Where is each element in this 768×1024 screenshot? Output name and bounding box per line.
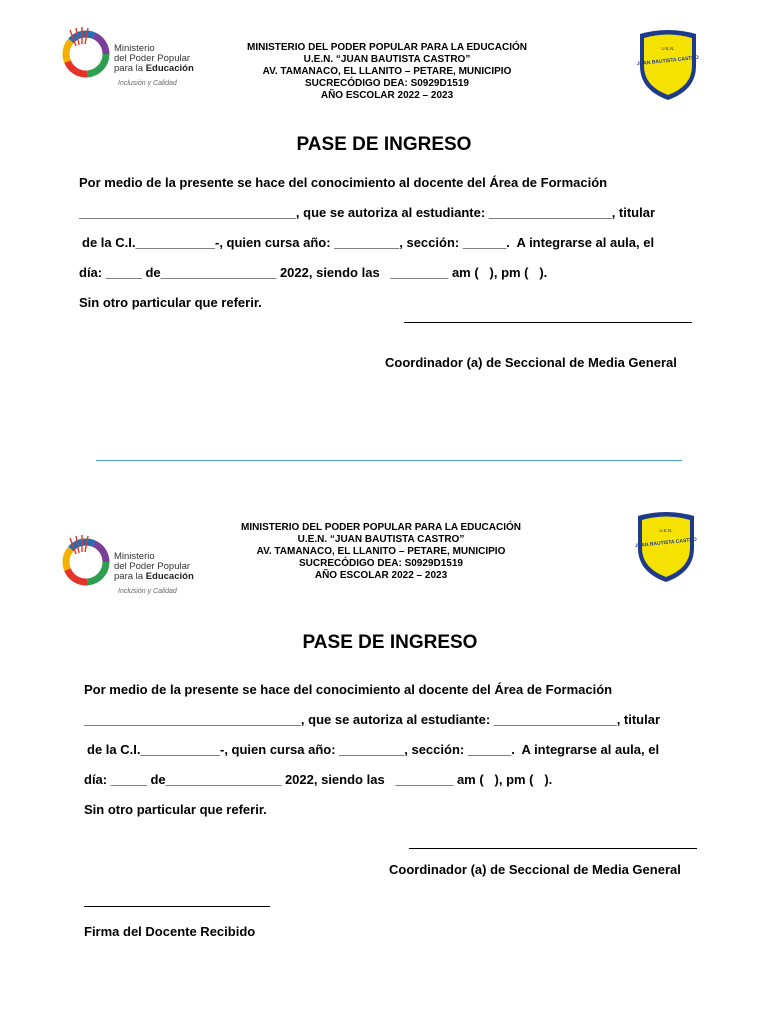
body-line-3: de la C.I.___________-, quien cursa año: _________, sección: ______. A integrarse al aula, el [87,742,660,757]
institution-header: MINISTERIO DEL PODER POPULAR PARA LA EDUCACIÓN U.E.N. “JUAN BAUTISTA CASTRO” AV. TAMANACO, EL LLANITO – PETARE, MUNICIPIO SUCRECÓDIGO DEA: S0929D1519 AÑO ESCOLAR 2022 – 2023 [246,42,527,101]
body-line-1: Por medio de la presente se hace del conocimiento al docente del Área de Formación [84,682,613,697]
teacher-signature-line [84,906,270,907]
teacher-signature-label: Firma del Docente Recibido [84,924,256,939]
school-shield-icon [634,510,698,584]
body-line-1: Por medio de la presente se hace del conocimiento al docente del Área de Formación [79,175,608,190]
svg-text:JUAN BAUTISTA CASTRO: JUAN BAUTISTA CASTRO [636,54,700,68]
ministry-logo-subtitle: Inclusión y Calidad [118,588,177,595]
coordinator-signature-line [409,848,697,849]
coordinator-label: Coordinador (a) de Seccional de Media General [385,355,677,370]
school-shield-icon [636,28,700,102]
body-line-2: ______________________________, que se autoriza al estudiante: _________________, titular [79,205,656,220]
coordinator-signature-line [404,322,692,323]
body-line-4: día: _____ de________________ 2022, siendo las ________ am ( ), pm ( ). [84,772,553,787]
ministry-logo-text: Ministerio del Poder Popular para la Educación [114,43,194,74]
body-line-3: de la C.I.___________-, quien cursa año: _________, sección: ______. A integrarse al aula, el [82,235,655,250]
coordinator-label: Coordinador (a) de Seccional de Media General [389,862,681,877]
slip-divider [96,460,682,461]
ministry-logo-icon [58,532,114,588]
ministry-logo-icon [58,24,114,80]
ministry-logo [58,24,208,94]
svg-text:U.E.N.: U.E.N. [659,528,673,533]
page-title: PASE DE INGRESO [296,134,472,155]
ministry-logo-subtitle: Inclusión y Calidad [118,80,177,87]
body-line-2: ______________________________, que se autoriza al estudiante: _________________, titular [84,712,661,727]
ministry-logo-text: Ministerio del Poder Popular para la Educación [114,551,194,582]
institution-header: MINISTERIO DEL PODER POPULAR PARA LA EDUCACIÓN U.E.N. “JUAN BAUTISTA CASTRO” AV. TAMANACO, EL LLANITO – PETARE, MUNICIPIO SUCRECÓDIGO DEA: S0929D1519 AÑO ESCOLAR 2022 – 2023 [240,522,521,581]
svg-text:JUAN BAUTISTA CASTRO: JUAN BAUTISTA CASTRO [634,536,698,550]
page-title: PASE DE INGRESO [302,632,478,653]
body-line-5: Sin otro particular que referir. [79,295,262,310]
body-line-4: día: _____ de________________ 2022, siendo las ________ am ( ), pm ( ). [79,265,548,280]
ministry-logo [58,532,208,602]
svg-text:U.E.N.: U.E.N. [661,46,675,51]
body-line-5: Sin otro particular que referir. [84,802,267,817]
